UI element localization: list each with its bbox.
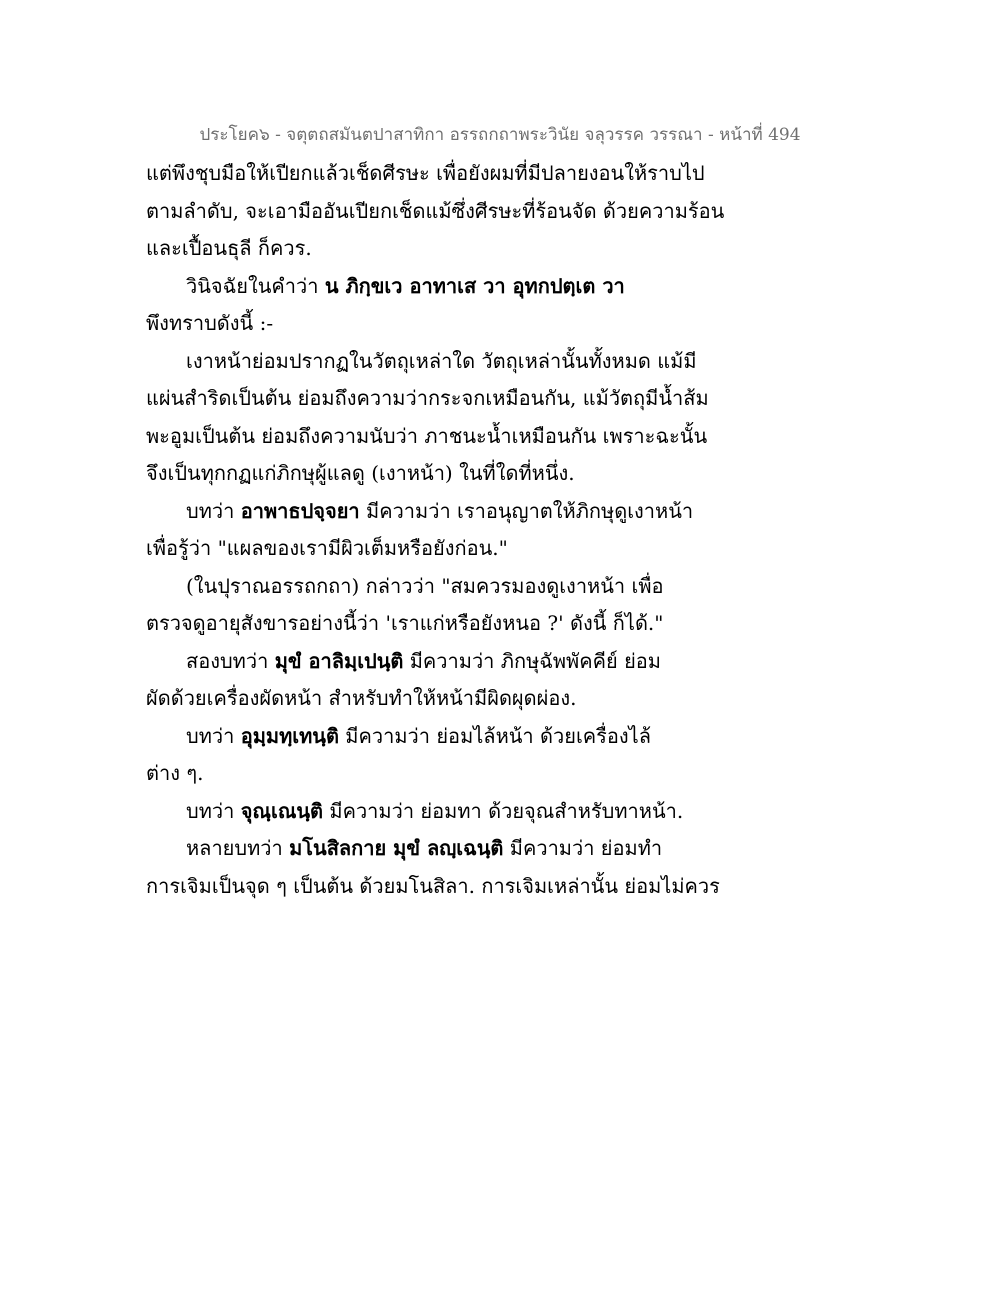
text-span: มีความว่า เราอนุญาตให้ภิกษุดูเงาหน้า [359,498,694,523]
text-line: จึงเป็นทุกกฏแก่ภิกษุผู้แลดู (เงาหน้า) ในที่ใดที่หนึ่ง. [146,461,575,485]
body-text [146,158,866,908]
running-header: ประโยค๖ - จตุตถสมันตปาสาทิกา อรรถกถาพระวินัย จลุวรรค วรรณา - หน้าที่ 494 [199,125,801,145]
text-line: พึงทราบดังนี้ :- [146,311,274,335]
text-span: บทว่า [186,723,241,748]
pali-term: อุมฺมทฺเทนฺติ [240,723,339,748]
text-line [146,646,866,676]
text-span: หลายบทว่า [186,836,290,860]
text-span: วินิจฉัยในคำว่า [186,273,325,298]
text-line: เงาหน้าย่อมปรากฏในวัตถุเหล่าใด วัตถุเหล่านั้นทั้งหมด แม้มี [186,348,697,373]
text-span: สองบทว่า [186,648,275,673]
text-span: มีความว่า ภิกษุฉัพพัคคีย์ ย่อม [403,648,661,673]
text-line: แต่พึงชุบมือให้เปียกแล้วเช็ดศีรษะ เพื่อยังผมที่มีปลายงอนให้ราบไป [146,161,705,185]
pali-term: จุณฺเณนฺติ [240,798,324,823]
text-line: การเจิมเป็นจุด ๆ เป็นต้น ด้วยมโนสิลา. การเจิมเหล่านั้น ย่อมไม่ควร [146,873,720,898]
text-line [146,833,866,863]
text-line: และเปื้อนธุลี ก็ควร. [146,236,312,260]
text-line: ตามลำดับ, จะเอามืออันเปียกเช็ดแม้ซึ่งศีรษะที่ร้อนจัด ด้วยความร้อน [146,198,725,223]
text-line: เพื่อรู้ว่า "แผลของเรามีผิวเต็มหรือยังก่อน." [146,536,508,560]
pali-term: อาพาธปจฺจยา [240,498,360,523]
text-line: แผ่นสำริดเป็นต้น ย่อมถึงความว่ากระจกเหมือนกัน, แม้วัตถุมีน้ำส้ม [146,386,709,410]
pali-term: น ภิกฺขเว อาทาเส วา อุทกปตฺเต วา [324,273,625,298]
text-line: (ในปุราณอรรถกถา) กล่าวว่า "สมควรมองดูเงาหน้า เพื่อ [186,573,664,598]
text-span: บทว่า [186,798,241,823]
text-span: บทว่า [186,498,241,523]
text-line [146,271,866,301]
text-line [146,721,866,751]
text-line: ต่าง ๆ. [146,761,204,785]
text-line: ตรวจดูอายุสังขารอย่างนี้ว่า 'เราแก่หรือยังหนอ ?' ดังนี้ ก็ได้." [146,611,664,635]
text-line: พะอูมเป็นต้น ย่อมถึงความนับว่า ภาชนะน้ำเหมือนกัน เพราะฉะนั้น [146,423,708,448]
text-line [146,496,866,526]
text-span: มีความว่า ย่อมทา ด้วยจุณสำหรับทาหน้า. [323,798,684,823]
text-span: มีความว่า ย่อมทำ [503,836,663,860]
pali-term: มโนสิลกาย มุขํ ลญฺเฉนฺติ [289,836,504,860]
text-line: ผัดด้วยเครื่องผัดหน้า สำหรับทำให้หน้ามีผิดผุดผ่อง. [146,686,577,710]
text-line [146,796,866,826]
text-span: มีความว่า ย่อมไล้หน้า ด้วยเครื่องไล้ [338,723,651,748]
pali-term: มุขํ อาลิมฺเปนฺติ [274,648,404,673]
